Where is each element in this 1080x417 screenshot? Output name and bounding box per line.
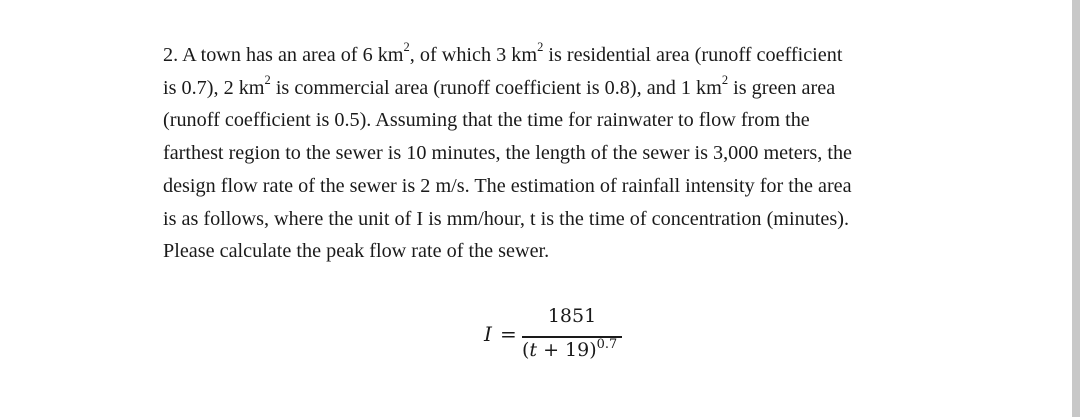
problem-line-4: farthest region to the sewer is 10 minutes, the length of the sewer is 3,000 meters, the xyxy=(163,142,853,165)
superscript: 2 xyxy=(403,40,410,55)
problem-line-6: is as follows, where the unit of I is mm/hour, t is the time of concentration (minutes). xyxy=(163,207,849,230)
problem-line-5: design flow rate of the sewer is 2 m/s. The estimation of rainfall intensity for the area xyxy=(163,174,852,197)
scrollbar-thumb[interactable] xyxy=(1072,0,1080,417)
problem-line-7: Please calculate the peak flow rate of the sewer. xyxy=(163,240,550,263)
superscript: 2 xyxy=(264,73,271,88)
problem-line-1 xyxy=(163,39,923,72)
superscript: 2 xyxy=(721,73,729,88)
rainfall-intensity-formula xyxy=(484,303,644,367)
text-run: is 0.7), 2 km xyxy=(163,76,265,99)
text-run: , of which 3 km xyxy=(409,44,538,66)
problem-line-2 xyxy=(163,72,923,105)
problem-line-3: (runoff coefficient is 0.5). Assuming that the time for rainwater to flow from the xyxy=(163,109,810,132)
superscript: 2 xyxy=(537,40,544,55)
denominator-exponent: 0.7 xyxy=(596,337,618,353)
denominator-rest: + 19) xyxy=(537,339,597,361)
text-run: is green area xyxy=(728,76,836,99)
denominator-open-paren: ( xyxy=(522,339,530,361)
formula-denominator xyxy=(522,339,626,361)
vertical-scrollbar[interactable] xyxy=(1062,0,1080,417)
problem-statement xyxy=(163,39,923,268)
denominator-variable: t xyxy=(529,339,538,361)
text-run: is residential area (runoff coefficient xyxy=(543,44,843,66)
formula-numerator: 1851 xyxy=(547,305,597,327)
text-run: 2. A town has an area of 6 km xyxy=(163,44,404,66)
text-run: is commercial area (runoff coefficient is 0.8), and 1 km xyxy=(270,76,722,99)
formula-lhs: I xyxy=(484,322,492,346)
formula-equals-sign: = xyxy=(500,322,517,346)
